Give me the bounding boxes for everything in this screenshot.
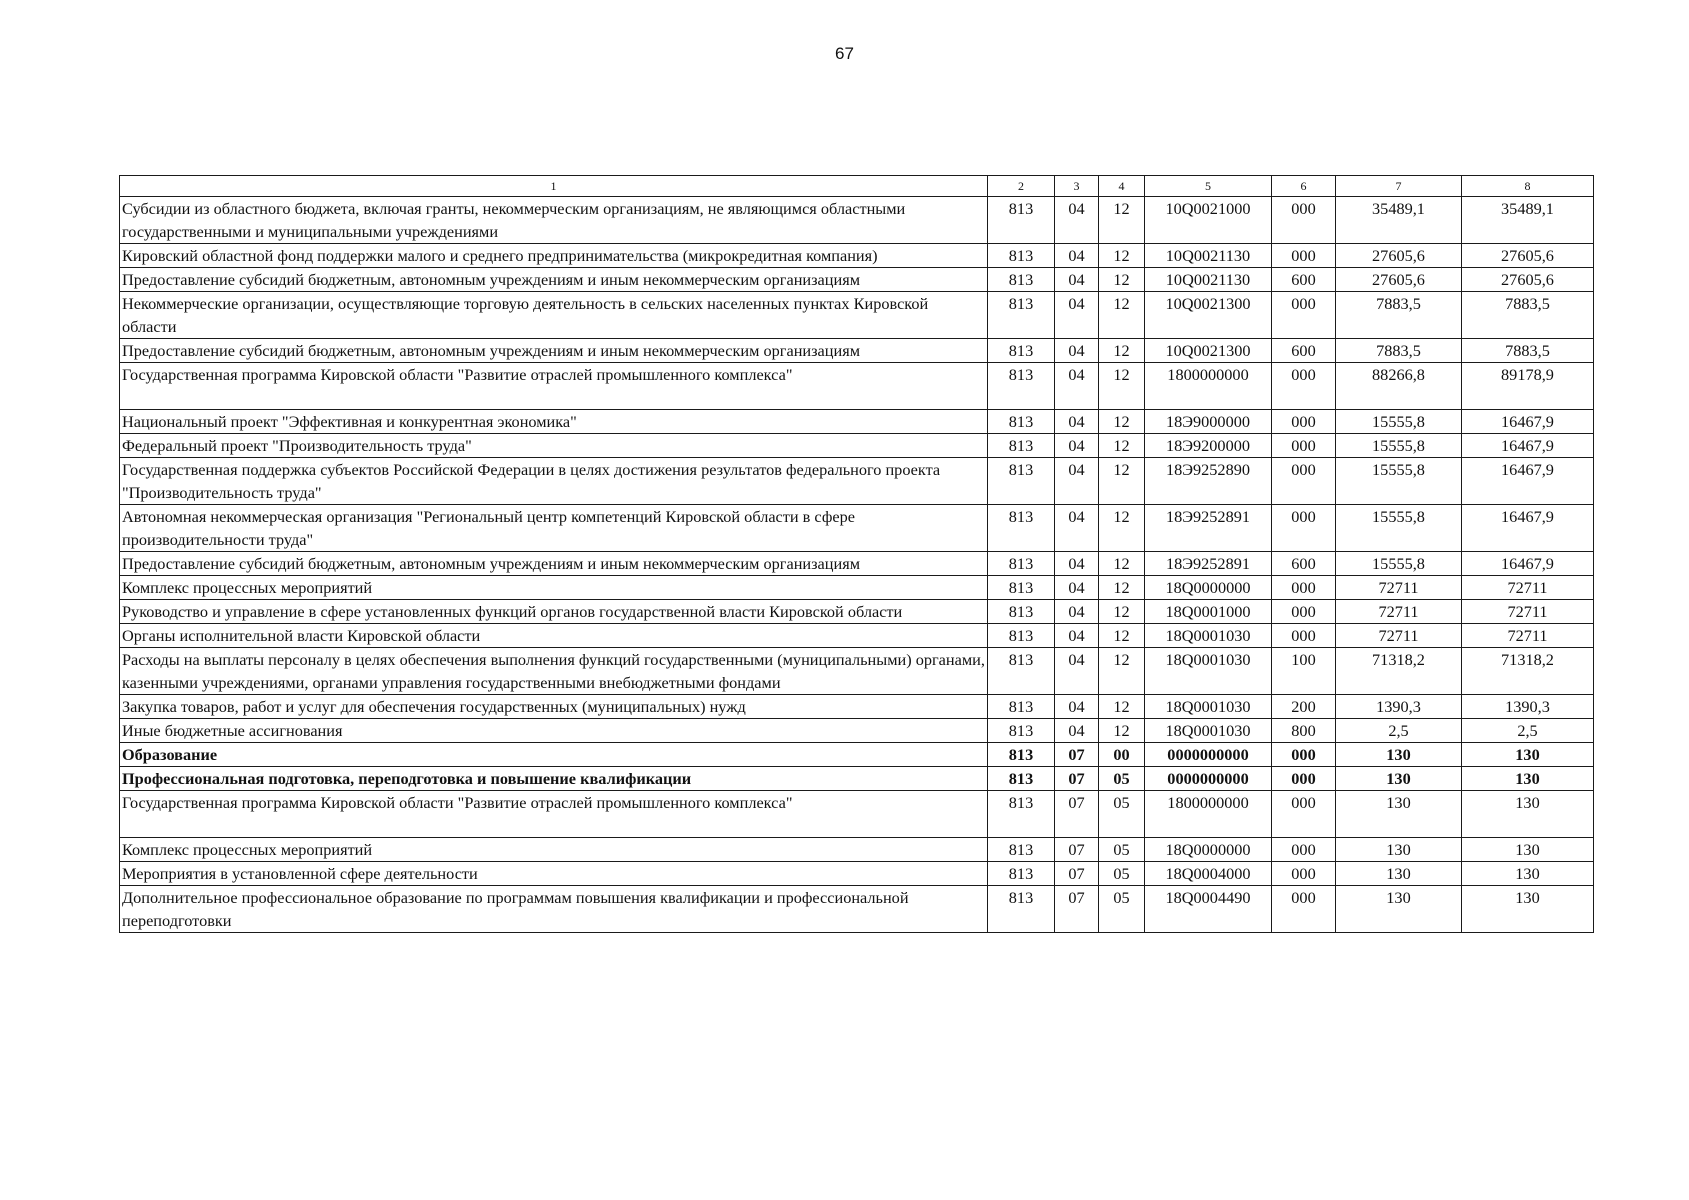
amount-year1-cell: 130 <box>1336 767 1462 791</box>
expense-type-cell: 000 <box>1272 576 1336 600</box>
column-header: 2 <box>988 176 1055 197</box>
table-row <box>120 719 1594 743</box>
target-article-cell: 0000000000 <box>1145 743 1272 767</box>
column-header: 6 <box>1272 176 1336 197</box>
grbs-code-cell: 813 <box>988 244 1055 268</box>
table-row <box>120 505 1594 552</box>
subsection-code-cell: 12 <box>1099 648 1145 695</box>
column-header: 7 <box>1336 176 1462 197</box>
section-code-cell: 04 <box>1055 244 1099 268</box>
subsection-code-cell: 05 <box>1099 838 1145 862</box>
table-row <box>120 886 1594 933</box>
page-number: 67 <box>835 44 854 63</box>
section-code-cell: 04 <box>1055 600 1099 624</box>
expense-type-cell: 000 <box>1272 767 1336 791</box>
expense-type-cell: 000 <box>1272 410 1336 434</box>
subsection-code-cell: 12 <box>1099 719 1145 743</box>
amount-year1-cell: 15555,8 <box>1336 505 1462 552</box>
amount-year2-cell: 71318,2 <box>1462 648 1594 695</box>
table-row <box>120 197 1594 244</box>
row-name-cell: Предоставление субсидий бюджетным, автономным учреждениям и иным некоммерческим организациям <box>120 268 988 292</box>
amount-year1-cell: 130 <box>1336 886 1462 933</box>
amount-year2-cell: 7883,5 <box>1462 339 1594 363</box>
expense-type-cell: 000 <box>1272 363 1336 410</box>
target-article-cell: 1800000000 <box>1145 363 1272 410</box>
row-name-cell: Кировский областной фонд поддержки малого и среднего предпринимательства (микрокредитная компания) <box>120 244 988 268</box>
table-row <box>120 244 1594 268</box>
section-code-cell: 04 <box>1055 292 1099 339</box>
expense-type-cell: 000 <box>1272 244 1336 268</box>
amount-year2-cell: 72711 <box>1462 624 1594 648</box>
row-name-cell: Руководство и управление в сфере установленных функций органов государственной власти Кировской области <box>120 600 988 624</box>
table-row <box>120 791 1594 838</box>
column-header: 4 <box>1099 176 1145 197</box>
subsection-code-cell: 12 <box>1099 292 1145 339</box>
amount-year1-cell: 72711 <box>1336 600 1462 624</box>
expense-type-cell: 000 <box>1272 600 1336 624</box>
grbs-code-cell: 813 <box>988 410 1055 434</box>
amount-year1-cell: 130 <box>1336 791 1462 838</box>
row-name-cell: Федеральный проект "Производительность труда" <box>120 434 988 458</box>
row-name-cell: Образование <box>120 743 988 767</box>
subsection-code-cell: 05 <box>1099 862 1145 886</box>
table-row <box>120 552 1594 576</box>
expense-type-cell: 000 <box>1272 838 1336 862</box>
amount-year1-cell: 1390,3 <box>1336 695 1462 719</box>
subsection-code-cell: 12 <box>1099 576 1145 600</box>
amount-year1-cell: 72711 <box>1336 624 1462 648</box>
section-code-cell: 04 <box>1055 695 1099 719</box>
section-code-cell: 04 <box>1055 197 1099 244</box>
expense-type-cell: 000 <box>1272 624 1336 648</box>
target-article-cell: 18Q0001000 <box>1145 600 1272 624</box>
section-code-cell: 04 <box>1055 434 1099 458</box>
target-article-cell: 18Э9252890 <box>1145 458 1272 505</box>
amount-year2-cell: 89178,9 <box>1462 363 1594 410</box>
subsection-code-cell: 12 <box>1099 339 1145 363</box>
amount-year2-cell: 27605,6 <box>1462 244 1594 268</box>
grbs-code-cell: 813 <box>988 791 1055 838</box>
amount-year2-cell: 35489,1 <box>1462 197 1594 244</box>
table-row <box>120 292 1594 339</box>
row-name-cell: Государственная программа Кировской области "Развитие отраслей промышленного комплекса" <box>120 363 988 410</box>
table-row <box>120 862 1594 886</box>
amount-year2-cell: 1390,3 <box>1462 695 1594 719</box>
amount-year1-cell: 27605,6 <box>1336 244 1462 268</box>
subsection-code-cell: 12 <box>1099 458 1145 505</box>
grbs-code-cell: 813 <box>988 719 1055 743</box>
target-article-cell: 1800000000 <box>1145 791 1272 838</box>
section-code-cell: 04 <box>1055 505 1099 552</box>
section-code-cell: 07 <box>1055 862 1099 886</box>
amount-year2-cell: 16467,9 <box>1462 505 1594 552</box>
target-article-cell: 18Q0001030 <box>1145 648 1272 695</box>
grbs-code-cell: 813 <box>988 292 1055 339</box>
grbs-code-cell: 813 <box>988 552 1055 576</box>
amount-year2-cell: 16467,9 <box>1462 410 1594 434</box>
target-article-cell: 18Q0000000 <box>1145 576 1272 600</box>
amount-year1-cell: 130 <box>1336 862 1462 886</box>
subsection-code-cell: 12 <box>1099 410 1145 434</box>
section-code-cell: 07 <box>1055 743 1099 767</box>
row-name-cell: Некоммерческие организации, осуществляющие торговую деятельность в сельских населенных пунктах Кировской области <box>120 292 988 339</box>
section-code-cell: 04 <box>1055 648 1099 695</box>
target-article-cell: 18Э9252891 <box>1145 505 1272 552</box>
amount-year1-cell: 35489,1 <box>1336 197 1462 244</box>
section-code-cell: 04 <box>1055 624 1099 648</box>
amount-year1-cell: 88266,8 <box>1336 363 1462 410</box>
expense-type-cell: 600 <box>1272 268 1336 292</box>
target-article-cell: 18Q0000000 <box>1145 838 1272 862</box>
grbs-code-cell: 813 <box>988 743 1055 767</box>
table-row <box>120 576 1594 600</box>
target-article-cell: 18Q0004000 <box>1145 862 1272 886</box>
grbs-code-cell: 813 <box>988 197 1055 244</box>
target-article-cell: 10Q0021300 <box>1145 339 1272 363</box>
target-article-cell: 18Э9200000 <box>1145 434 1272 458</box>
expense-type-cell: 000 <box>1272 862 1336 886</box>
expense-type-cell: 200 <box>1272 695 1336 719</box>
amount-year2-cell: 16467,9 <box>1462 552 1594 576</box>
subsection-code-cell: 12 <box>1099 695 1145 719</box>
column-header: 3 <box>1055 176 1099 197</box>
amount-year1-cell: 15555,8 <box>1336 458 1462 505</box>
amount-year1-cell: 15555,8 <box>1336 434 1462 458</box>
table-body <box>120 197 1594 933</box>
grbs-code-cell: 813 <box>988 767 1055 791</box>
amount-year2-cell: 72711 <box>1462 600 1594 624</box>
subsection-code-cell: 12 <box>1099 197 1145 244</box>
amount-year1-cell: 27605,6 <box>1336 268 1462 292</box>
expense-type-cell: 000 <box>1272 791 1336 838</box>
expense-type-cell: 000 <box>1272 434 1336 458</box>
section-code-cell: 04 <box>1055 363 1099 410</box>
column-header: 5 <box>1145 176 1272 197</box>
row-name-cell: Расходы на выплаты персоналу в целях обеспечения выполнения функций государственными (муниципальными) органами, казенными учреждениями, органами управления государственными внебюджетными фондами <box>120 648 988 695</box>
expense-type-cell: 600 <box>1272 339 1336 363</box>
amount-year2-cell: 16467,9 <box>1462 458 1594 505</box>
section-code-cell: 07 <box>1055 767 1099 791</box>
target-article-cell: 0000000000 <box>1145 767 1272 791</box>
grbs-code-cell: 813 <box>988 576 1055 600</box>
amount-year1-cell: 130 <box>1336 743 1462 767</box>
table-row <box>120 268 1594 292</box>
grbs-code-cell: 813 <box>988 458 1055 505</box>
amount-year2-cell: 130 <box>1462 743 1594 767</box>
row-name-cell: Дополнительное профессиональное образование по программам повышения квалификации и профессиональной переподготовки <box>120 886 988 933</box>
table-row <box>120 624 1594 648</box>
row-name-cell: Закупка товаров, работ и услуг для обеспечения государственных (муниципальных) нужд <box>120 695 988 719</box>
table-row <box>120 767 1594 791</box>
subsection-code-cell: 12 <box>1099 244 1145 268</box>
grbs-code-cell: 813 <box>988 624 1055 648</box>
subsection-code-cell: 12 <box>1099 434 1145 458</box>
expense-type-cell: 600 <box>1272 552 1336 576</box>
target-article-cell: 10Q0021130 <box>1145 244 1272 268</box>
row-name-cell: Профессиональная подготовка, переподготовка и повышение квалификации <box>120 767 988 791</box>
row-name-cell: Предоставление субсидий бюджетным, автономным учреждениям и иным некоммерческим организациям <box>120 552 988 576</box>
row-name-cell: Иные бюджетные ассигнования <box>120 719 988 743</box>
amount-year2-cell: 130 <box>1462 886 1594 933</box>
subsection-code-cell: 12 <box>1099 552 1145 576</box>
amount-year1-cell: 15555,8 <box>1336 552 1462 576</box>
amount-year2-cell: 130 <box>1462 791 1594 838</box>
table-row <box>120 410 1594 434</box>
section-code-cell: 07 <box>1055 886 1099 933</box>
table-row <box>120 695 1594 719</box>
expense-type-cell: 000 <box>1272 197 1336 244</box>
column-header: 1 <box>120 176 988 197</box>
expense-type-cell: 100 <box>1272 648 1336 695</box>
subsection-code-cell: 12 <box>1099 624 1145 648</box>
subsection-code-cell: 12 <box>1099 505 1145 552</box>
expense-type-cell: 000 <box>1272 458 1336 505</box>
amount-year2-cell: 27605,6 <box>1462 268 1594 292</box>
row-name-cell: Национальный проект "Эффективная и конкурентная экономика" <box>120 410 988 434</box>
amount-year2-cell: 130 <box>1462 767 1594 791</box>
amount-year1-cell: 7883,5 <box>1336 292 1462 339</box>
amount-year2-cell: 2,5 <box>1462 719 1594 743</box>
expense-type-cell: 800 <box>1272 719 1336 743</box>
section-code-cell: 04 <box>1055 268 1099 292</box>
amount-year1-cell: 7883,5 <box>1336 339 1462 363</box>
expense-type-cell: 000 <box>1272 743 1336 767</box>
section-code-cell: 04 <box>1055 719 1099 743</box>
expense-type-cell: 000 <box>1272 292 1336 339</box>
amount-year1-cell: 15555,8 <box>1336 410 1462 434</box>
row-name-cell: Автономная некоммерческая организация "Региональный центр компетенций Кировской области в сфере производительности труда" <box>120 505 988 552</box>
amount-year1-cell: 130 <box>1336 838 1462 862</box>
expense-type-cell: 000 <box>1272 886 1336 933</box>
subsection-code-cell: 12 <box>1099 268 1145 292</box>
subsection-code-cell: 12 <box>1099 600 1145 624</box>
table-row <box>120 434 1594 458</box>
table-row <box>120 363 1594 410</box>
amount-year2-cell: 16467,9 <box>1462 434 1594 458</box>
grbs-code-cell: 813 <box>988 434 1055 458</box>
target-article-cell: 10Q0021130 <box>1145 268 1272 292</box>
target-article-cell: 10Q0021000 <box>1145 197 1272 244</box>
amount-year2-cell: 7883,5 <box>1462 292 1594 339</box>
row-name-cell: Государственная поддержка субъектов Российской Федерации в целях достижения результатов федерального проекта "Производительность труда" <box>120 458 988 505</box>
row-name-cell: Органы исполнительной власти Кировской области <box>120 624 988 648</box>
grbs-code-cell: 813 <box>988 268 1055 292</box>
row-name-cell: Комплекс процессных мероприятий <box>120 838 988 862</box>
row-name-cell: Мероприятия в установленной сфере деятельности <box>120 862 988 886</box>
target-article-cell: 10Q0021300 <box>1145 292 1272 339</box>
target-article-cell: 18Q0004490 <box>1145 886 1272 933</box>
amount-year1-cell: 2,5 <box>1336 719 1462 743</box>
budget-table <box>119 175 1594 933</box>
amount-year1-cell: 72711 <box>1336 576 1462 600</box>
row-name-cell: Субсидии из областного бюджета, включая гранты, некоммерческим организациям, не являющимся областными государственными и муниципальными учреждениями <box>120 197 988 244</box>
grbs-code-cell: 813 <box>988 838 1055 862</box>
subsection-code-cell: 05 <box>1099 791 1145 838</box>
subsection-code-cell: 05 <box>1099 886 1145 933</box>
subsection-code-cell: 12 <box>1099 363 1145 410</box>
table-row <box>120 838 1594 862</box>
section-code-cell: 04 <box>1055 410 1099 434</box>
grbs-code-cell: 813 <box>988 695 1055 719</box>
section-code-cell: 04 <box>1055 458 1099 505</box>
grbs-code-cell: 813 <box>988 339 1055 363</box>
grbs-code-cell: 813 <box>988 363 1055 410</box>
target-article-cell: 18Q0001030 <box>1145 695 1272 719</box>
amount-year2-cell: 130 <box>1462 838 1594 862</box>
expense-type-cell: 000 <box>1272 505 1336 552</box>
table-row <box>120 743 1594 767</box>
grbs-code-cell: 813 <box>988 600 1055 624</box>
table-row <box>120 600 1594 624</box>
row-name-cell: Комплекс процессных мероприятий <box>120 576 988 600</box>
grbs-code-cell: 813 <box>988 505 1055 552</box>
table-row <box>120 648 1594 695</box>
table-row <box>120 339 1594 363</box>
subsection-code-cell: 00 <box>1099 743 1145 767</box>
table-header-row <box>120 176 1594 197</box>
section-code-cell: 04 <box>1055 339 1099 363</box>
section-code-cell: 04 <box>1055 576 1099 600</box>
row-name-cell: Предоставление субсидий бюджетным, автономным учреждениям и иным некоммерческим организациям <box>120 339 988 363</box>
grbs-code-cell: 813 <box>988 886 1055 933</box>
table-row <box>120 458 1594 505</box>
target-article-cell: 18Q0001030 <box>1145 719 1272 743</box>
subsection-code-cell: 05 <box>1099 767 1145 791</box>
column-header: 8 <box>1462 176 1594 197</box>
target-article-cell: 18Э9000000 <box>1145 410 1272 434</box>
amount-year2-cell: 72711 <box>1462 576 1594 600</box>
section-code-cell: 07 <box>1055 838 1099 862</box>
row-name-cell: Государственная программа Кировской области "Развитие отраслей промышленного комплекса" <box>120 791 988 838</box>
target-article-cell: 18Q0001030 <box>1145 624 1272 648</box>
grbs-code-cell: 813 <box>988 648 1055 695</box>
amount-year2-cell: 130 <box>1462 862 1594 886</box>
section-code-cell: 04 <box>1055 552 1099 576</box>
section-code-cell: 07 <box>1055 791 1099 838</box>
amount-year1-cell: 71318,2 <box>1336 648 1462 695</box>
grbs-code-cell: 813 <box>988 862 1055 886</box>
target-article-cell: 18Э9252891 <box>1145 552 1272 576</box>
